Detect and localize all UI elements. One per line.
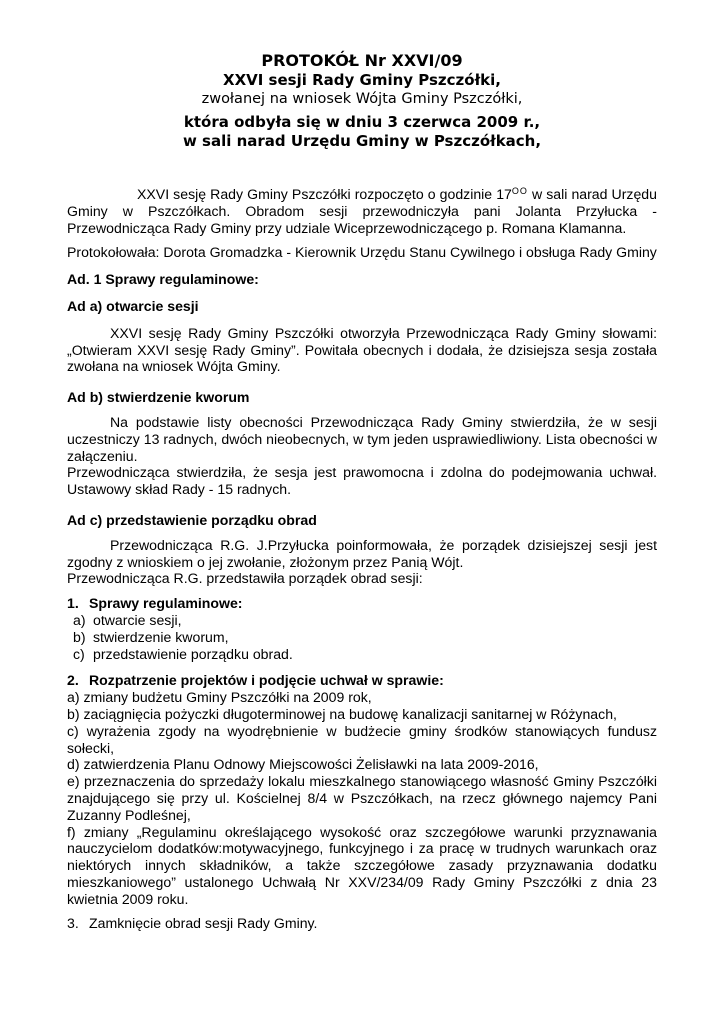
ad-c-heading: Ad c) przedstawienie porządku obrad (67, 511, 317, 528)
agenda-item-2-number: 2. (67, 672, 79, 689)
location-line: w sali narad Urzędu Gminy w Pszczółkach, (182, 132, 542, 150)
agenda-subitem: b) stwierdzenie kworum, (73, 628, 229, 645)
agenda-item-3 (67, 915, 657, 932)
session-line: XXVI sesji Rady Gminy Pszczółki, (223, 71, 501, 89)
agenda-item-1 (67, 595, 657, 662)
resolution-item: c) wyrażenia zgody na wyodrębnienie w budżecie gminy środków stanowiących fundusz sołecki, (67, 722, 657, 756)
agenda-item-2 (67, 672, 657, 907)
agenda-subitem: a) otwarcie sesji, (73, 611, 182, 628)
ad1-heading: Ad. 1 Sprawy regulaminowe: (67, 271, 259, 288)
ad-a-heading: Ad a) otwarcie sesji (67, 297, 199, 314)
intro-paragraph (67, 183, 657, 236)
protocol-title: PROTOKÓŁ Nr XXVI/09 (261, 51, 463, 70)
agenda-item-1-number: 1. (67, 595, 79, 612)
resolution-item: e) przeznaczenia do sprzedaży lokalu mieszkalnego stanowiącego własność Gminy Pszczółki znajdującego się przy ul. Kościelnej 8/4 w Pszczółkach, na rzecz głównego najemcy Pani Zuzanny Podleśnej, (67, 773, 657, 823)
protocol-taker-paragraph: Protokołowała: Dorota Gromadzka - Kierownik Urzędu Stanu Cywilnego i obsługa Rady Gminy (67, 244, 657, 261)
date-line: która odbyła się w dniu 3 czerwca 2009 r., (183, 113, 541, 131)
agenda-item-1-title: Sprawy regulaminowe: (89, 595, 243, 612)
ad-a-paragraph: XXVI sesję Rady Gminy Pszczółki otworzyła Przewodnicząca Rady Gminy słowami: „Otwieram XXVI sesję Rady Gminy”. Powitała obecnych i dodała, że dzisiejsza sesja została zwołana na wniosek Wójta Gminy. (67, 324, 657, 375)
ad-c-paragraph-2: Przewodnicząca R.G. przedstawiła porządek obrad sesji: (67, 570, 423, 587)
convened-line: zwołanej na wniosek Wójta Gminy Pszczółki, (201, 91, 523, 107)
intro-text-start: XXVI sesję Rady Gminy Pszczółki rozpoczęto o godzinie 17 (137, 186, 512, 202)
agenda-item-3-number: 3. (67, 915, 79, 932)
agenda-item-2-title: Rozpatrzenie projektów i podjęcie uchwał w sprawie: (89, 672, 444, 689)
intro-text-end: w sali narad Urzędu Gminy w Pszczółkach. Obradom sesji przewodniczyła pani Jolanta Przyłucka - Przewodnicząca Rady Gminy przy udziale Wiceprzewodniczącego p. Romana Klamanna. (67, 186, 657, 236)
resolution-item: a) zmiany budżetu Gminy Pszczółki na 2009 rok, (67, 689, 372, 706)
protocol-body (67, 183, 657, 932)
resolution-item: b) zaciągnięcia pożyczki długoterminowej na budowę kanalizacji sanitarnej w Różynach, (67, 705, 617, 722)
agenda-item-3-title: Zamknięcie obrad sesji Rady Gminy. (89, 915, 318, 932)
agenda-subitem: c) przedstawienie porządku obrad. (73, 645, 293, 662)
ad-b-paragraph-2: Przewodnicząca stwierdziła, że sesja jest prawomocna i zdolna do podejmowania uchwał. Ustawowy skład Rady - 15 radnych. (67, 464, 657, 498)
protocol-header (0, 50, 724, 151)
resolution-item: d) zatwierdzenia Planu Odnowy Miejscowości Żelisławki na lata 2009-2016, (67, 756, 539, 773)
ad-b-heading: Ad b) stwierdzenie kworum (67, 389, 250, 406)
hour-superscript: OO (511, 186, 528, 196)
ad-c-paragraph-1: Przewodnicząca R.G. J.Przyłucka poinformowała, że porządek dzisiejszej sesji jest zgodny z wnioskiem o jej zwołanie, złożonym przez Panią Wójt. (67, 536, 657, 570)
ad-b-paragraph-1: Na podstawie listy obecności Przewodnicząca Rady Gminy stwierdziła, że w sesji uczestniczy 13 radnych, dwóch nieobecnych, w tym jeden usprawiedliwiony. Lista obecności w załączeniu. (67, 413, 657, 464)
resolution-item: f) zmiany „Regulaminu określającego wysokość oraz szczegółowe warunki przyznawania nauczycielom dodatków:motywacyjnego, funkcyjnego i za pracę w trudnych warunkach oraz niektórych innych składników, a także szczegółowe zasady przyznawania dodatku mieszkaniowego” ustalonego Uchwałą Nr XXV/234/09 Rady Gminy Pszczółki z dnia 23 kwietnia 2009 roku. (67, 823, 657, 907)
